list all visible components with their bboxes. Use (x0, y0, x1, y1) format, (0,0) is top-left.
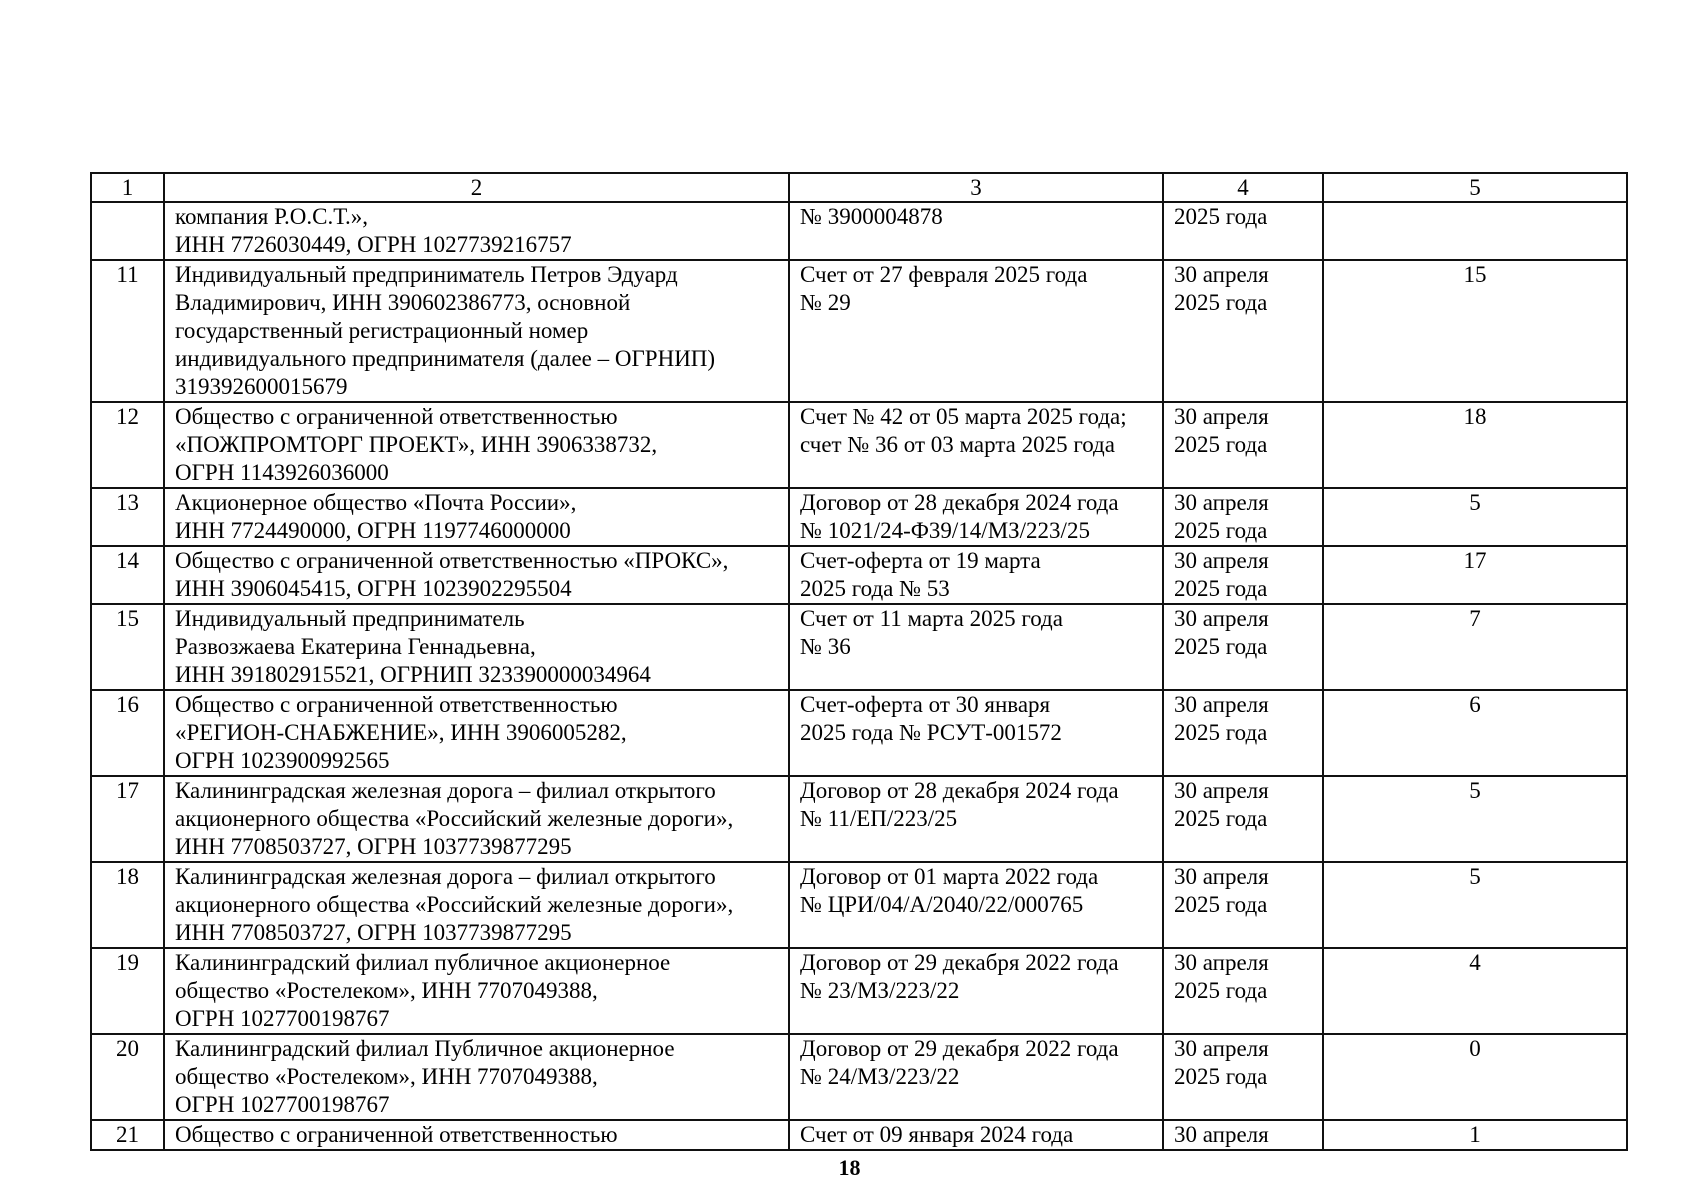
organization-line: Общество с ограниченной ответственностью «ПРОКС», (175, 548, 729, 573)
deadline-line: 2025 года (1174, 518, 1268, 543)
document-line: Договор от 28 декабря 2024 года (800, 490, 1119, 515)
document-line: 2025 года № 53 (800, 576, 950, 601)
document-cell (789, 546, 1163, 604)
document-cell (789, 402, 1163, 488)
deadline-cell (1163, 260, 1323, 402)
deadline-line: 2025 года (1174, 204, 1268, 229)
organization-cell (164, 1120, 789, 1150)
document-cell (789, 488, 1163, 546)
organization-line: Владимирович, ИНН 390602386773, основной (175, 290, 631, 315)
table-row (91, 1034, 1627, 1120)
organization-line: Общество с ограниченной ответственностью (175, 1122, 618, 1147)
deadline-line: 2025 года (1174, 432, 1268, 457)
table-row (91, 948, 1627, 1034)
organization-line: индивидуального предпринимателя (далее – ОГРНИП) (175, 346, 716, 371)
organization-line: акционерного общества «Российский железные дороги», (175, 892, 734, 917)
deadline-line: 30 апреля (1174, 864, 1269, 889)
column-number-3: 3 (789, 173, 1163, 202)
organization-line: ОГРН 1027700198767 (175, 1092, 390, 1117)
organization-line: Калининградский филиал публичное акционерное (175, 950, 671, 975)
organization-line: Акционерное общество «Почта России», (175, 490, 577, 515)
deadline-cell (1163, 862, 1323, 948)
document-cell (789, 604, 1163, 690)
row-number-cell: 15 (91, 604, 164, 690)
document-line: № 23/МЗ/223/22 (800, 978, 960, 1003)
document-cell (789, 202, 1163, 260)
organization-line: ИНН 391802915521, ОГРНИП 323390000034964 (175, 662, 651, 687)
deadline-line: 2025 года (1174, 576, 1268, 601)
document-line: № 29 (800, 290, 851, 315)
organization-line: «РЕГИОН-СНАБЖЕНИЕ», ИНН 3906005282, (175, 720, 627, 745)
document-cell (789, 862, 1163, 948)
deadline-cell (1163, 948, 1323, 1034)
organization-line: Калининградский филиал Публичное акционерное (175, 1036, 675, 1061)
document-line: № 36 (800, 634, 851, 659)
deadline-line: 30 апреля (1174, 490, 1269, 515)
document-cell (789, 1120, 1163, 1150)
row-number-cell: 17 (91, 776, 164, 862)
quantity-cell: 17 (1323, 546, 1627, 604)
deadline-line: 30 апреля (1174, 692, 1269, 717)
quantity-cell: 15 (1323, 260, 1627, 402)
deadline-line: 30 апреля (1174, 548, 1269, 573)
organization-line: государственный регистрационный номер (175, 318, 589, 343)
deadline-line: 2025 года (1174, 290, 1268, 315)
document-line: Договор от 29 декабря 2022 года (800, 950, 1119, 975)
quantity-cell: 7 (1323, 604, 1627, 690)
organization-line: 319392600015679 (175, 374, 348, 399)
document-line: Счет-оферта от 19 марта (800, 548, 1041, 573)
document-line: Счет от 11 марта 2025 года (800, 606, 1063, 631)
table-row (91, 260, 1627, 402)
organization-line: компания Р.О.С.Т.», (175, 204, 368, 229)
deadline-line: 30 апреля (1174, 606, 1269, 631)
deadline-cell (1163, 776, 1323, 862)
organization-cell (164, 604, 789, 690)
organization-line: ИНН 3906045415, ОГРН 1023902295504 (175, 576, 572, 601)
document-line: 2025 года № РСУТ-001572 (800, 720, 1062, 745)
organization-line: акционерного общества «Российский железные дороги», (175, 806, 734, 831)
deadline-cell (1163, 488, 1323, 546)
document-line: № 11/ЕП/223/25 (800, 806, 958, 831)
document-line: № 24/МЗ/223/22 (800, 1064, 960, 1089)
organization-line: ИНН 7708503727, ОГРН 1037739877295 (175, 920, 572, 945)
organization-cell (164, 546, 789, 604)
document-line: № ЦРИ/04/А/2040/22/000765 (800, 892, 1084, 917)
organization-cell (164, 862, 789, 948)
organization-cell (164, 260, 789, 402)
deadline-cell (1163, 690, 1323, 776)
column-number-4: 4 (1163, 173, 1323, 202)
quantity-cell: 5 (1323, 776, 1627, 862)
row-number-cell: 19 (91, 948, 164, 1034)
organization-line: ОГРН 1143926036000 (175, 460, 389, 485)
quantity-cell: 0 (1323, 1034, 1627, 1120)
organization-line: Калининградская железная дорога – филиал открытого (175, 864, 716, 889)
row-number-cell: 21 (91, 1120, 164, 1150)
document-line: № 3900004878 (800, 204, 943, 229)
deadline-line: 2025 года (1174, 634, 1268, 659)
document-line: Договор от 01 марта 2022 года (800, 864, 1099, 889)
table-row (91, 488, 1627, 546)
document-cell (789, 260, 1163, 402)
row-number-cell: 13 (91, 488, 164, 546)
row-number-cell: 12 (91, 402, 164, 488)
table-row (91, 202, 1627, 260)
deadline-cell (1163, 1034, 1323, 1120)
document-line: Счет № 42 от 05 марта 2025 года; (800, 404, 1127, 429)
row-number-cell: 18 (91, 862, 164, 948)
table-body (91, 173, 1627, 1150)
column-number-1: 1 (91, 173, 164, 202)
table-row (91, 862, 1627, 948)
organization-cell (164, 948, 789, 1034)
table-row (91, 546, 1627, 604)
deadline-line: 30 апреля (1174, 262, 1269, 287)
document-line: Договор от 28 декабря 2024 года (800, 778, 1119, 803)
row-number-cell: 11 (91, 260, 164, 402)
document-line: Счет-оферта от 30 января (800, 692, 1051, 717)
row-number-cell (91, 202, 164, 260)
quantity-cell (1323, 202, 1627, 260)
document-line: Счет от 09 января 2024 года (800, 1122, 1074, 1147)
organization-cell (164, 202, 789, 260)
quantity-cell: 5 (1323, 488, 1627, 546)
quantity-cell: 6 (1323, 690, 1627, 776)
document-line: Договор от 29 декабря 2022 года (800, 1036, 1119, 1061)
document-cell (789, 948, 1163, 1034)
quantity-cell: 5 (1323, 862, 1627, 948)
quantity-cell: 1 (1323, 1120, 1627, 1150)
page-number: 18 (838, 1155, 861, 1180)
organization-line: ИНН 7724490000, ОГРН 1197746000000 (175, 518, 571, 543)
deadline-line: 2025 года (1174, 978, 1268, 1003)
deadline-line: 2025 года (1174, 720, 1268, 745)
column-number-2: 2 (164, 173, 789, 202)
document-line: счет № 36 от 03 марта 2025 года (800, 432, 1115, 457)
deadline-line: 30 апреля (1174, 404, 1269, 429)
register-table (90, 172, 1628, 1151)
deadline-cell (1163, 402, 1323, 488)
table-row (91, 776, 1627, 862)
organization-line: ОГРН 1027700198767 (175, 1006, 390, 1031)
quantity-cell: 18 (1323, 402, 1627, 488)
deadline-line: 2025 года (1174, 806, 1268, 831)
organization-line: Индивидуальный предприниматель (175, 606, 525, 631)
row-number-cell: 20 (91, 1034, 164, 1120)
document-cell (789, 776, 1163, 862)
deadline-line: 30 апреля (1174, 778, 1269, 803)
organization-line: ИНН 7708503727, ОГРН 1037739877295 (175, 834, 572, 859)
deadline-line: 30 апреля (1174, 950, 1269, 975)
organization-line: «ПОЖПРОМТОРГ ПРОЕКТ», ИНН 3906338732, (175, 432, 658, 457)
deadline-line: 30 апреля (1174, 1122, 1269, 1147)
organization-cell (164, 776, 789, 862)
column-number-row (91, 173, 1627, 202)
organization-line: общество «Ростелеком», ИНН 7707049388, (175, 978, 598, 1003)
deadline-line: 30 апреля (1174, 1036, 1269, 1061)
organization-line: общество «Ростелеком», ИНН 7707049388, (175, 1064, 598, 1089)
organization-cell (164, 690, 789, 776)
deadline-cell (1163, 546, 1323, 604)
organization-line: Общество с ограниченной ответственностью (175, 692, 618, 717)
organization-cell (164, 402, 789, 488)
document-line: Счет от 27 февраля 2025 года (800, 262, 1088, 287)
row-number-cell: 14 (91, 546, 164, 604)
deadline-cell (1163, 604, 1323, 690)
table-row (91, 402, 1627, 488)
column-number-5: 5 (1323, 173, 1627, 202)
deadline-cell (1163, 1120, 1323, 1150)
table-row (91, 690, 1627, 776)
table-row (91, 1120, 1627, 1150)
deadline-line: 2025 года (1174, 1064, 1268, 1089)
organization-line: Индивидуальный предприниматель Петров Эдуард (175, 262, 678, 287)
organization-line: ОГРН 1023900992565 (175, 748, 390, 773)
quantity-cell: 4 (1323, 948, 1627, 1034)
document-cell (789, 690, 1163, 776)
organization-cell (164, 488, 789, 546)
organization-line: Калининградская железная дорога – филиал открытого (175, 778, 716, 803)
organization-line: Общество с ограниченной ответственностью (175, 404, 618, 429)
organization-line: ИНН 7726030449, ОГРН 1027739216757 (175, 232, 572, 257)
row-number-cell: 16 (91, 690, 164, 776)
table-row (91, 604, 1627, 690)
document-line: № 1021/24-Ф39/14/МЗ/223/25 (800, 518, 1090, 543)
organization-line: Развозжаева Екатерина Геннадьевна, (175, 634, 536, 659)
document-cell (789, 1034, 1163, 1120)
organization-cell (164, 1034, 789, 1120)
deadline-line: 2025 года (1174, 892, 1268, 917)
deadline-cell (1163, 202, 1323, 260)
